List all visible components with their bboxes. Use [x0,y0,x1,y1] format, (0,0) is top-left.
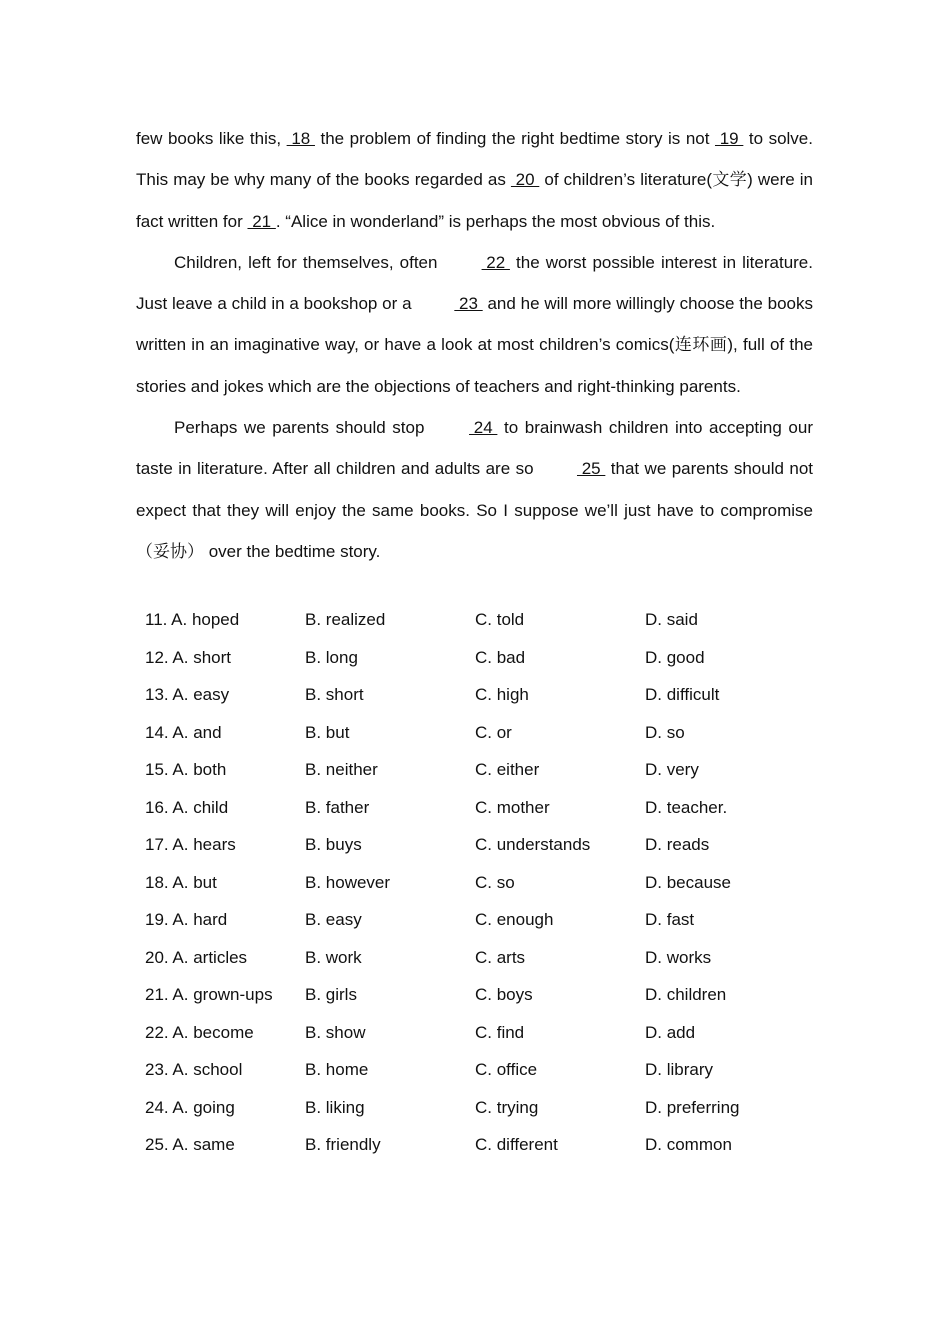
option-a: 13. A. easy [145,685,230,704]
option-d: D. teacher. [645,797,728,817]
option-a: 17. A. hears [145,835,236,854]
option-a: 22. A. become [145,1022,254,1042]
option-a: 20. A. articles [145,947,248,967]
answer-blank: 25 [576,459,606,479]
option-d: D. works [645,947,712,967]
passage-text: Perhaps we parents should stop [174,418,432,438]
passage-text: to brainwash children into accepting our taste in literature. After all children and adults are so [136,418,813,479]
option-c: C. mother [475,797,550,817]
passage-text: to solve. This may be why many of the books regarded as [136,129,813,190]
option-b: B. show [305,1022,366,1042]
option-b: B. home [305,1060,369,1079]
option-b: B. long [305,647,358,667]
answer-blank: 21 [247,211,276,231]
option-c: C. arts [475,947,526,967]
option-c: C. so [475,872,515,892]
option-c: C. different [475,1135,558,1154]
paragraph-1 [136,118,813,242]
option-c: C. or [475,722,512,742]
option-d: D. children [645,985,727,1004]
option-a: 15. A. both [145,760,227,779]
option-a: 23. A. school [145,1060,243,1079]
option-c: C. find [475,1022,525,1042]
question-row [145,864,845,902]
passage-text: the worst possible interest in literature. Just leave a child in a bookshop or a [136,252,813,314]
option-c: C. either [475,760,540,779]
question-row [145,714,845,752]
question-row [145,676,845,714]
option-b: B. liking [305,1097,365,1117]
answer-blank: 23 [454,294,483,314]
option-d: D. add [645,1022,696,1042]
passage-text: few books like this, [136,129,287,148]
passage-text: Children, left for themselves, often [174,252,444,272]
option-c: C. understands [475,835,591,854]
answer-blank: 24 [469,418,498,438]
passage-text: the problem of finding the right bedtime story is not [314,129,715,148]
option-d: D. preferring [645,1097,740,1117]
option-d: D. library [645,1060,714,1079]
passage-text: . “Alice in wonderland” is perhaps the most obvious of this. [275,211,716,231]
option-c: C. high [475,685,529,704]
option-c: C. told [475,610,525,629]
question-row [145,1014,845,1052]
option-a: 16. A. child [145,797,229,817]
passage [136,118,813,572]
option-b: B. realized [305,610,386,629]
option-a: 24. A. going [145,1097,235,1117]
question-row [145,789,845,827]
answer-blank: 22 [481,252,510,272]
passage-text: that we parents should not expect that they will enjoy the same books. So I suppose we’ll just have to compromise（妥协） over the bedtime story. [136,459,813,561]
option-c: C. bad [475,647,526,667]
question-row [145,639,845,677]
question-row [145,976,845,1014]
option-a: 19. A. hard [145,910,228,929]
option-b: B. short [305,685,364,704]
option-d: D. difficult [645,685,720,704]
option-b: B. girls [305,985,357,1004]
option-b: B. however [305,872,391,892]
question-row [145,901,845,939]
option-b: B. buys [305,835,362,854]
question-row [145,826,845,864]
answer-blank: 19 [714,129,744,148]
passage-text: and he will more willingly choose the books written in an imaginative way, or have a look at most children’s comics(连环画), full of the stories and jokes which are the objections of teachers and right-thinking parents. [136,294,813,396]
option-d: D. said [645,610,698,629]
option-b: B. easy [305,910,362,929]
option-a: 25. A. same [145,1135,235,1154]
option-c: C. trying [475,1097,539,1117]
answer-blank: 20 [510,170,540,190]
paragraph-3 [136,407,813,572]
paragraph-2 [136,242,813,407]
option-b: B. but [305,722,350,742]
question-row [145,939,845,977]
option-a: 14. A. and [145,722,222,742]
option-b: B. father [305,797,370,817]
option-d: D. because [645,872,731,892]
answer-options [145,601,845,1164]
option-a: 18. A. but [145,872,217,892]
option-b: B. neither [305,760,378,779]
answer-blank: 18 [286,129,315,148]
passage-text: of children’s literature(文学) were in fact written for [136,170,813,231]
option-d: D. so [645,722,685,742]
option-b: B. work [305,947,362,967]
option-d: D. very [645,760,699,779]
question-row [145,751,845,789]
option-d: D. reads [645,835,710,854]
option-c: C. office [475,1060,538,1079]
option-c: C. boys [475,985,533,1004]
option-d: D. fast [645,910,695,929]
option-a: 21. A. grown-ups [145,985,273,1004]
option-d: D. common [645,1135,732,1154]
option-d: D. good [645,647,705,667]
question-row [145,601,845,639]
question-row [145,1089,845,1127]
option-a: 11. A. hoped [145,610,240,629]
option-b: B. friendly [305,1135,381,1154]
option-a: 12. A. short [145,647,231,667]
option-c: C. enough [475,910,554,929]
question-row [145,1126,845,1164]
question-row [145,1051,845,1089]
